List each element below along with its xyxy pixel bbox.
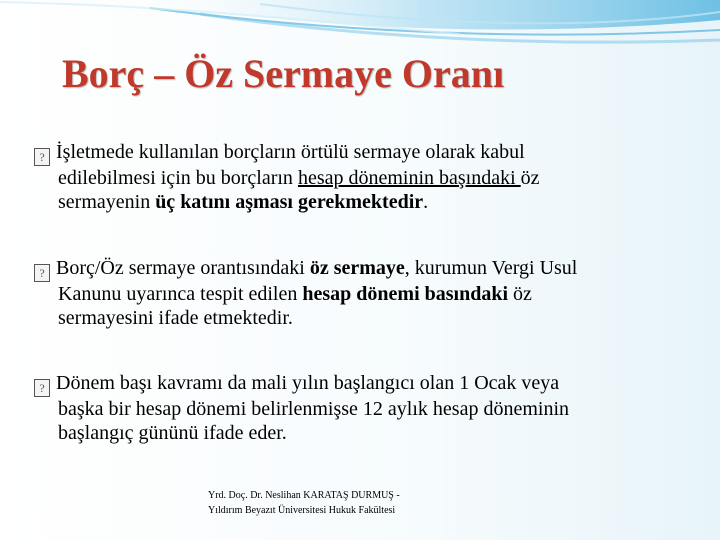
bullet-marker-icon: ? bbox=[34, 379, 50, 397]
bullet-3-line-1 bbox=[34, 371, 706, 397]
bullet-3-line-2: başka bir hesap dönemi belirlenmişse 12 aylık hesap döneminin bbox=[58, 398, 569, 420]
bullet-2-line-2 bbox=[34, 282, 706, 306]
bullet-point-2 bbox=[34, 256, 706, 330]
bullet-3-line-3: başlangıç gününü ifade eder. bbox=[58, 422, 287, 444]
bullet-1-line-1 bbox=[34, 140, 706, 166]
bullet-point-3 bbox=[34, 371, 706, 445]
bullet-1-text-segment: sermayenin bbox=[58, 191, 156, 213]
bullet-1-text: İşletmede kullanılan borçların örtülü sermaye olarak kabul bbox=[56, 141, 525, 163]
bullet-2-text-segment: Borç/Öz sermaye orantısındaki bbox=[56, 257, 310, 279]
bullet-marker-icon: ? bbox=[34, 148, 50, 166]
bullet-2-bold-text: öz sermaye bbox=[309, 257, 405, 279]
bullet-2-line-1 bbox=[34, 256, 706, 282]
bullet-1-text-segment: . bbox=[423, 191, 429, 213]
bullet-marker-icon: ? bbox=[34, 264, 50, 282]
footer-author: Yrd. Doç. Dr. Neslihan KARATAŞ DURMUŞ - bbox=[208, 490, 400, 501]
bullet-2-text-segment: öz bbox=[508, 283, 532, 305]
slide-title: Borç – Öz Sermaye Oranı bbox=[62, 51, 505, 96]
bullet-1-text-segment: edilebilmesi için bu borçların bbox=[58, 167, 298, 189]
footer-institution: Yıldırım Beyazıt Üniversitesi Hukuk Fakültesi bbox=[208, 505, 396, 516]
bullet-1-bold-text: üç katını aşması gerekmektedir bbox=[155, 191, 424, 213]
bullet-2-text-segment: , kurumun Vergi Usul bbox=[404, 257, 578, 279]
bullet-2-line-3: sermayesini ifade etmektedir. bbox=[58, 307, 293, 329]
bullet-3-text: Dönem başı kavramı da mali yılın başlangıcı olan 1 Ocak veya bbox=[56, 372, 560, 394]
bullet-point-1 bbox=[34, 140, 706, 214]
bullet-1-line-2 bbox=[34, 166, 706, 190]
bullet-1-text-segment: öz bbox=[520, 167, 540, 189]
slide-footer bbox=[208, 488, 400, 518]
bullet-1-line-3 bbox=[34, 190, 706, 214]
bullet-2-bold-text: hesap dönemi basındaki bbox=[302, 283, 509, 305]
bullet-1-underlined-text: hesap döneminin başındaki bbox=[297, 167, 521, 189]
bullet-2-text-segment: Kanunu uyarınca tespit edilen bbox=[58, 283, 303, 305]
